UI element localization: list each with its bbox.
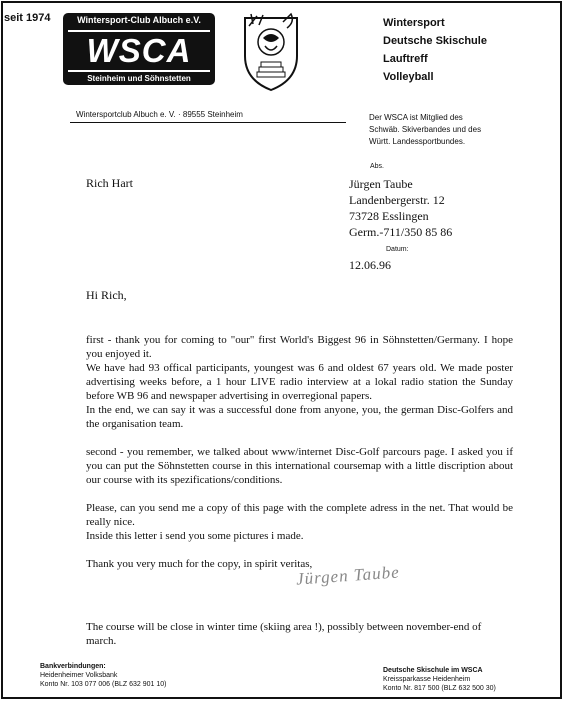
footer-ski-school bbox=[383, 666, 496, 693]
letter-date: 12.06.96 bbox=[349, 258, 391, 272]
paragraph: Please, can you send me a copy of this page with the complete adress in the net. That would be really nice. bbox=[86, 502, 513, 528]
recipient-name: Rich Hart bbox=[86, 176, 133, 190]
greeting: Hi Rich, bbox=[86, 288, 127, 302]
membership-line: Schwäb. Skiverbandes und des bbox=[369, 125, 482, 134]
logo-subtitle: Steinheim und Söhnstetten bbox=[87, 74, 191, 83]
paragraph: second - you remember, we talked about www/internet Disc-Golf parcours page. I asked you if you can put the Söhnstetten course in this international coursemap with a little discription about our course with its spezifications/conditions. bbox=[86, 446, 513, 486]
service-item: Deutsche Skischule bbox=[383, 35, 487, 47]
address-line: Landenbergerstr. 12 bbox=[349, 193, 445, 207]
paragraph: We have had 93 offical participants, youngest was 6 and oldest 67 years old. We made poster advertising weeks before, a 1 hour LIVE radio interview at a lokal radio station the Sunday before WB 96 and newspaper advertising in overregional papers. bbox=[86, 362, 513, 402]
closing-note: The course will be close in winter time (skiing area !), possibly between november-end of march. bbox=[86, 621, 482, 647]
founding-year: seit 1974 bbox=[4, 12, 51, 24]
logo-wordmark: WSCA bbox=[68, 30, 210, 72]
service-item: Volleyball bbox=[383, 71, 434, 83]
address-line: 73728 Esslingen bbox=[349, 209, 429, 223]
membership-line: Württ. Landessportbundes. bbox=[369, 137, 466, 146]
handwritten-signature: Jürgen Taube bbox=[295, 562, 401, 589]
address-line: Jürgen Taube bbox=[349, 177, 413, 191]
footer-heading: Bankverbindungen: bbox=[40, 663, 106, 670]
logo-club-name: Wintersport-Club Albuch e.V. bbox=[77, 15, 201, 25]
club-logo bbox=[63, 13, 215, 85]
sender-address bbox=[349, 176, 452, 240]
return-address-line: Wintersportclub Albuch e. V. · 89555 Steinheim bbox=[70, 110, 346, 123]
service-item: Wintersport bbox=[383, 17, 445, 29]
paragraph: Inside this letter i send you some pictures i made. bbox=[86, 530, 304, 542]
date-label: Datum: bbox=[386, 246, 409, 253]
footer-heading: Deutsche Skischule im WSCA bbox=[383, 667, 483, 674]
coat-of-arms-icon bbox=[241, 12, 301, 92]
paragraph: In the end, we can say it was a successful done from anyone, you, the german Disc-Golfers and the organisation team. bbox=[86, 404, 513, 430]
footer-line: Konto Nr. 817 500 (BLZ 632 500 30) bbox=[383, 685, 496, 692]
letter-body bbox=[86, 333, 513, 585]
footer-line: Heidenheimer Volksbank bbox=[40, 672, 118, 679]
address-line: Germ.-711/350 85 86 bbox=[349, 225, 453, 239]
footer-bank-details bbox=[40, 662, 166, 689]
membership-note bbox=[369, 112, 519, 148]
footer-line: Kreissparkasse Heidenheim bbox=[383, 676, 471, 683]
paragraph: first - thank you for coming to "our" first World's Biggest 96 in Söhnstetten/Germany. I hope you enjoyed it. bbox=[86, 334, 513, 360]
club-services bbox=[383, 14, 487, 86]
paragraph: Thank you very much for the copy, in spirit veritas, bbox=[86, 558, 313, 570]
from-label: Abs. bbox=[370, 163, 385, 170]
footer-line: Konto Nr. 103 077 006 (BLZ 632 901 10) bbox=[40, 681, 167, 688]
membership-line: Der WSCA ist Mitglied des bbox=[369, 113, 463, 122]
service-item: Lauftreff bbox=[383, 53, 428, 65]
